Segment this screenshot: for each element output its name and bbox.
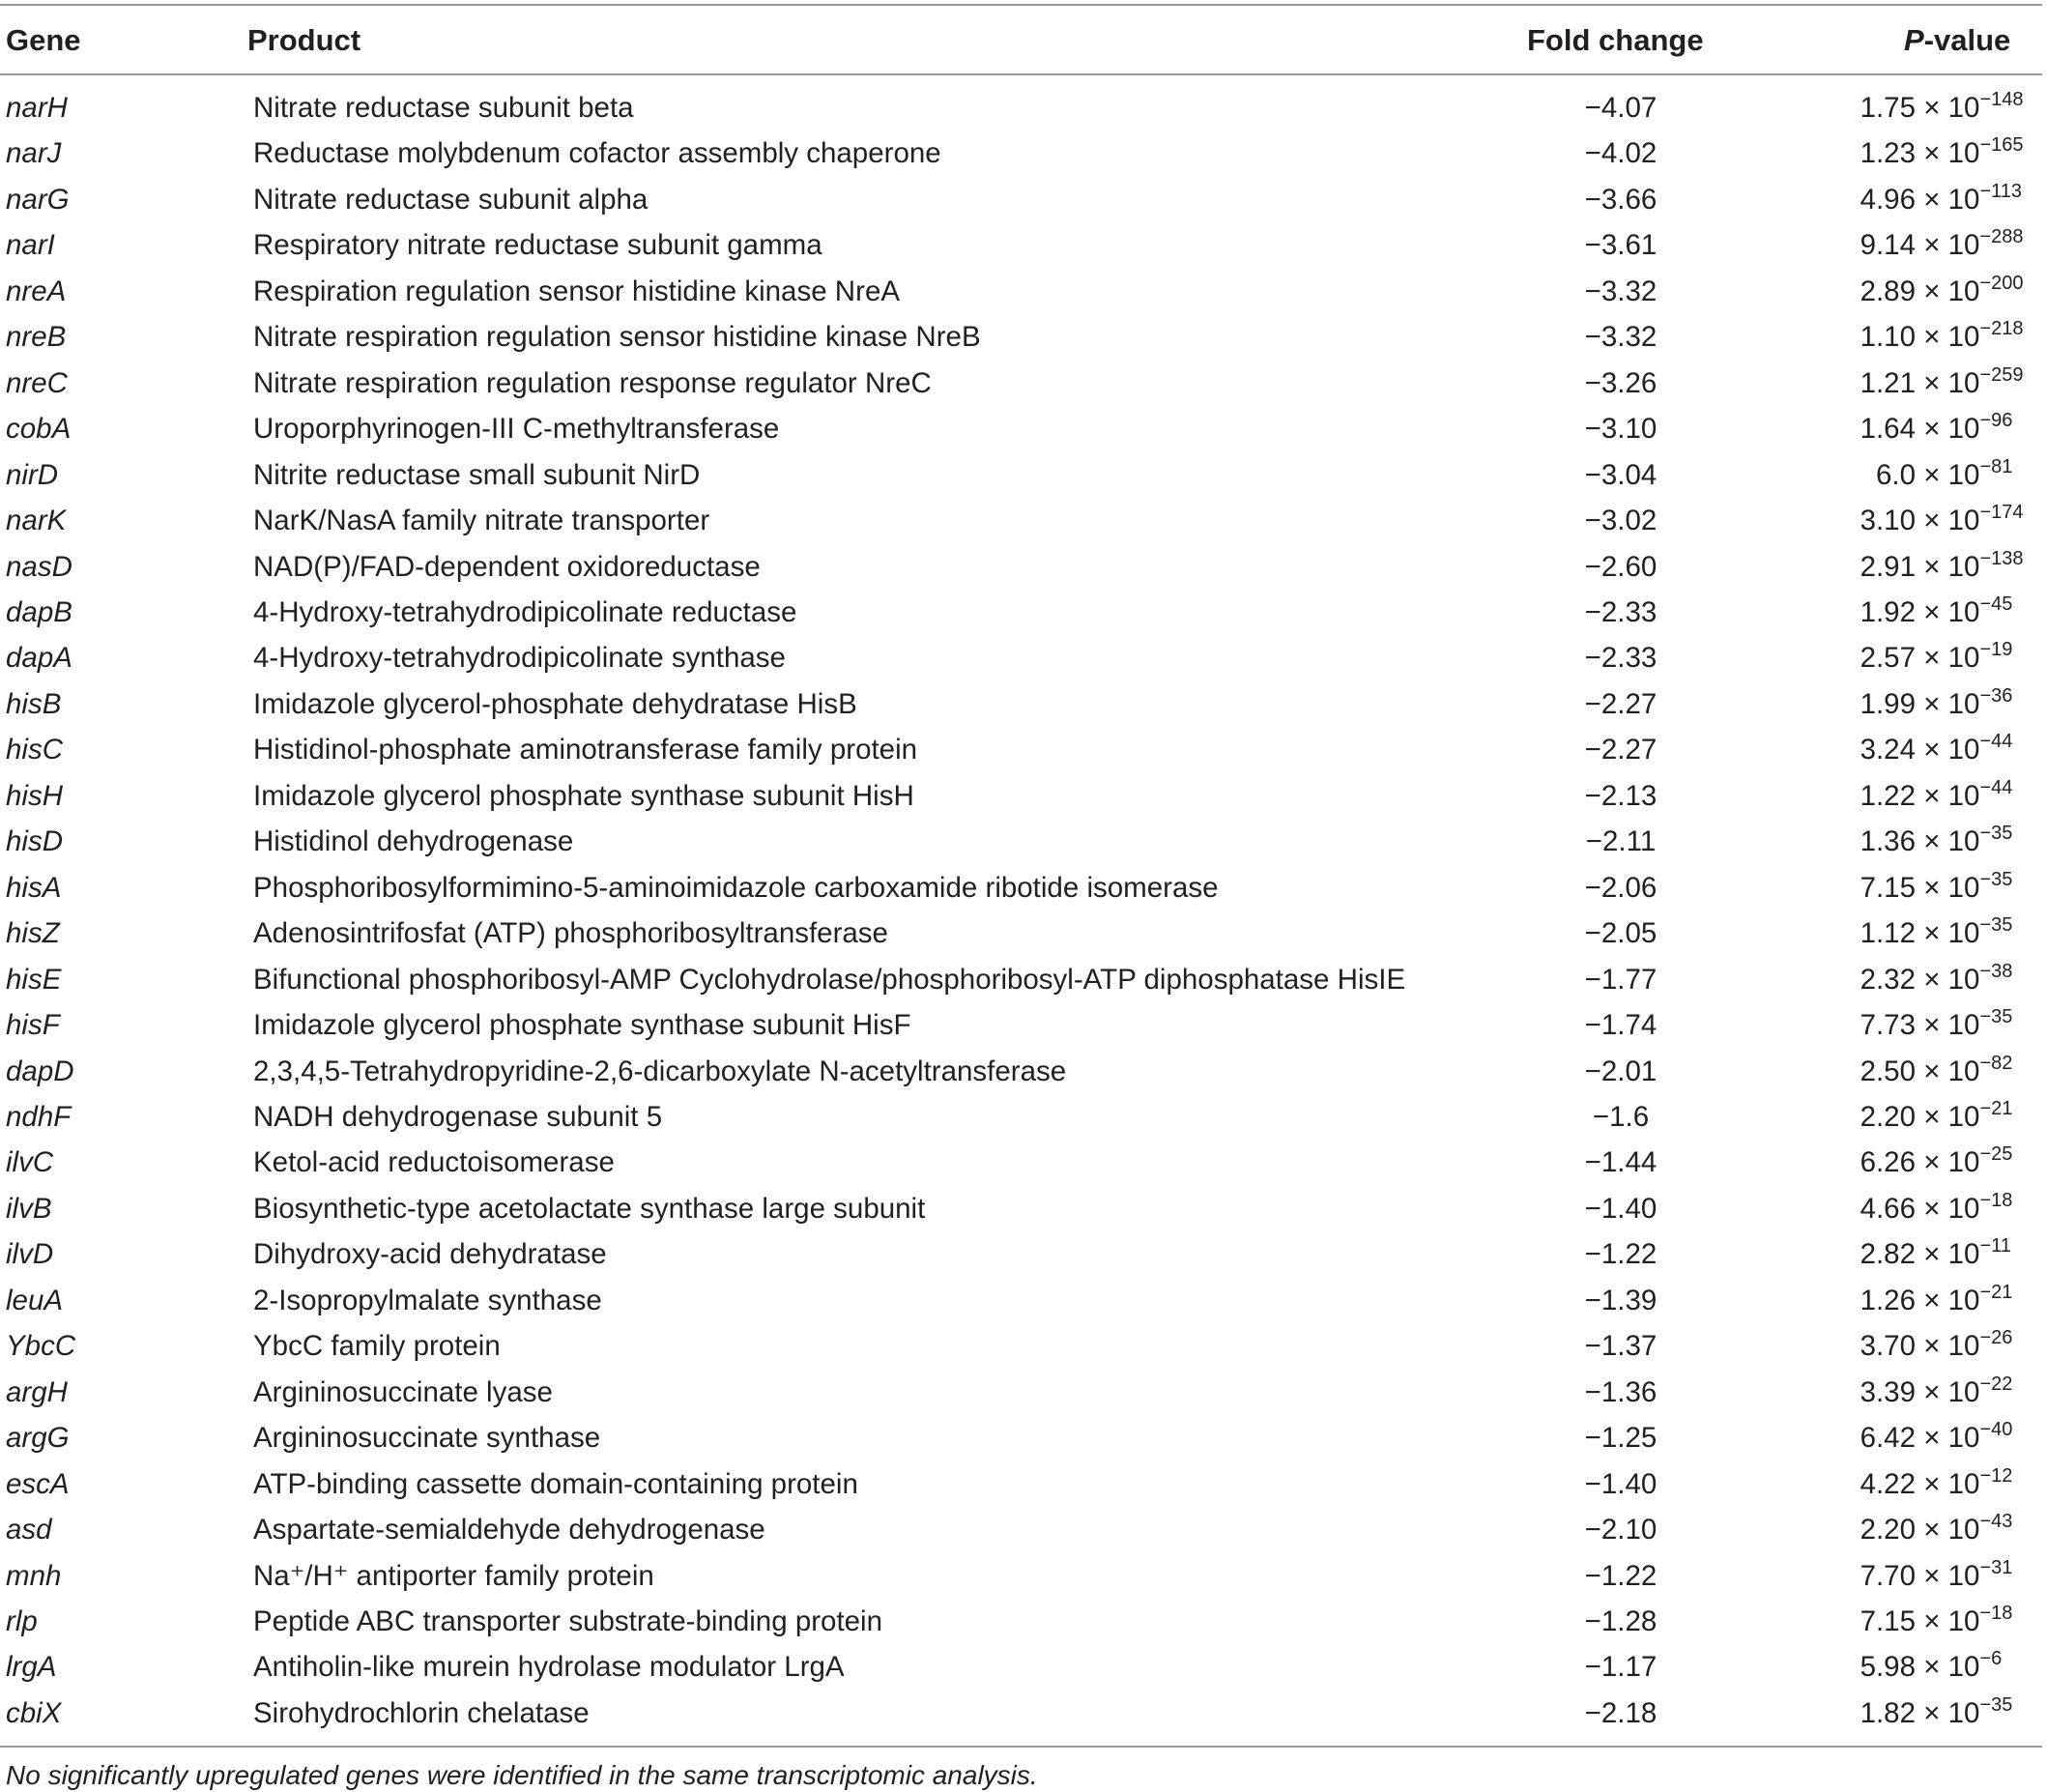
product-cell: Imidazole glycerol phosphate synthase subunit HisH (253, 779, 914, 812)
table-row (0, 957, 2047, 1002)
table-row (0, 910, 2047, 956)
fold-change-cell: −1.37 (1584, 1330, 1658, 1363)
p-value-times: × 10 (1923, 1330, 1980, 1363)
p-value-times: × 10 (1923, 1514, 1980, 1546)
gene-cell: nirD (6, 458, 59, 491)
fold-change-cell: −1.77 (1584, 963, 1658, 996)
fold-change-cell: −1.44 (1584, 1146, 1658, 1179)
p-value-cell (1742, 1691, 2047, 1736)
p-value-cell (1742, 635, 2047, 680)
fold-change-cell: −1.74 (1584, 1009, 1658, 1042)
product-cell: Respiratory nitrate reductase subunit gamma (253, 229, 822, 262)
fold-change-cell: −4.02 (1584, 137, 1658, 170)
table-row (0, 498, 2047, 543)
table-row (0, 1231, 2047, 1277)
p-value-mantissa: 7.70 (1860, 1559, 1916, 1592)
p-value-cell (1742, 361, 2047, 406)
header-rule (0, 73, 2042, 75)
fold-change-cell: −2.33 (1584, 595, 1658, 628)
p-value-times: × 10 (1923, 1422, 1980, 1455)
p-value-cell (1742, 177, 2047, 222)
p-value-exponent: −31 (1979, 1556, 2013, 1578)
p-value-cell (1742, 544, 2047, 590)
table-row (0, 177, 2047, 222)
fold-change-cell: −2.06 (1584, 871, 1658, 904)
p-value-exponent: −81 (1979, 455, 2013, 477)
p-value-mantissa: 6.0 (1875, 458, 1916, 491)
p-value-exponent: −6 (1979, 1648, 2003, 1670)
gene-cell: nreC (6, 366, 68, 399)
product-cell: Histidinol-phosphate aminotransferase family protein (253, 734, 918, 766)
p-value-exponent: −35 (1979, 1693, 2013, 1716)
p-value-exponent: −43 (1979, 1511, 2013, 1533)
p-value-times: × 10 (1923, 183, 1980, 216)
p-value-exponent: −21 (1979, 1097, 2013, 1119)
gene-cell: leuA (6, 1284, 64, 1316)
p-value-mantissa: 5.98 (1860, 1651, 1916, 1684)
p-value-cell (1742, 1461, 2047, 1507)
bottom-rule (0, 1746, 2042, 1748)
p-value-cell (1742, 406, 2047, 451)
p-value-mantissa: 6.26 (1860, 1146, 1916, 1179)
table-row (0, 544, 2047, 590)
fold-change-cell: −3.02 (1584, 505, 1658, 537)
product-cell: Bifunctional phosphoribosyl-AMP Cyclohydrolase/phosphoribosyl-ATP diphosphatase HisIE (253, 963, 1406, 996)
gene-cell: narK (6, 505, 67, 537)
table-row (0, 727, 2047, 772)
fold-change-cell: −2.11 (1585, 825, 1657, 858)
p-value-exponent: −22 (1979, 1373, 2013, 1395)
p-value-exponent: −18 (1979, 1602, 2013, 1624)
fold-change-cell: −3.04 (1584, 458, 1658, 491)
p-value-cell (1742, 269, 2047, 314)
p-value-exponent: −45 (1979, 593, 2013, 615)
p-value-times: × 10 (1923, 413, 1980, 446)
p-value-times: × 10 (1923, 137, 1980, 170)
p-value-cell (1742, 1415, 2047, 1460)
p-value-mantissa: 2.82 (1860, 1238, 1916, 1271)
fold-change-cell: −3.32 (1584, 321, 1658, 354)
p-value-mantissa: 2.20 (1860, 1100, 1916, 1133)
table-row (0, 773, 2047, 819)
p-value-mantissa: 4.22 (1860, 1467, 1916, 1500)
fold-change-cell: −2.13 (1584, 779, 1658, 812)
p-value-mantissa: 1.22 (1860, 779, 1916, 812)
gene-cell: lrgA (6, 1651, 57, 1684)
p-value-times: × 10 (1923, 229, 1980, 262)
p-value-times: × 10 (1923, 642, 1980, 675)
p-value-exponent: −113 (1979, 180, 2023, 202)
fold-change-cell: −4.07 (1584, 92, 1658, 124)
table-row (0, 1461, 2047, 1507)
p-value-exponent: −35 (1979, 914, 2013, 937)
header-gene: Gene (6, 23, 81, 57)
table-row (0, 1415, 2047, 1460)
gene-cell: narI (6, 229, 55, 262)
table-row (0, 222, 2047, 268)
gene-cell: narG (6, 183, 70, 216)
gene-cell: dapB (6, 595, 72, 628)
gene-cell: cobA (6, 413, 72, 446)
p-value-exponent: −44 (1979, 776, 2013, 798)
p-value-times: × 10 (1923, 1604, 1980, 1637)
p-value-exponent: −25 (1979, 1143, 2013, 1166)
table-row (0, 1644, 2047, 1690)
table-row (0, 1140, 2047, 1185)
p-value-times: × 10 (1923, 1146, 1980, 1179)
fold-change-cell: −2.33 (1584, 642, 1658, 675)
gene-cell: ilvC (6, 1146, 54, 1179)
table-row (0, 1049, 2047, 1094)
p-value-exponent: −288 (1979, 226, 2024, 248)
gene-cell: ilvB (6, 1192, 52, 1225)
footnote: No significantly upregulated genes were identified in the same transcriptomic analysis. (6, 1760, 1038, 1790)
gene-cell: nreA (6, 275, 67, 307)
fold-change-cell: −1.17 (1584, 1651, 1658, 1684)
gene-cell: ndhF (6, 1100, 72, 1133)
p-value-cell (1742, 1140, 2047, 1185)
p-value-times: × 10 (1923, 871, 1980, 904)
p-value-mantissa: 1.21 (1860, 366, 1916, 399)
table-row (0, 865, 2047, 910)
fold-change-cell: −2.05 (1584, 917, 1658, 950)
table-row (0, 1507, 2047, 1552)
table-row (0, 1691, 2047, 1736)
p-value-cell (1742, 1231, 2047, 1277)
product-cell: Dihydroxy-acid dehydratase (253, 1238, 607, 1271)
p-value-times: × 10 (1923, 825, 1980, 858)
p-value-times: × 10 (1923, 92, 1980, 124)
p-value-exponent: −40 (1979, 1419, 2013, 1441)
p-value-mantissa: 1.82 (1860, 1696, 1916, 1729)
p-value-times: × 10 (1923, 1696, 1980, 1729)
table-row (0, 406, 2047, 451)
fold-change-cell: −1.28 (1584, 1604, 1658, 1637)
fold-change-cell: −1.22 (1584, 1238, 1658, 1271)
table-row (0, 452, 2047, 498)
gene-cell: hisE (6, 963, 62, 996)
p-value-times: × 10 (1923, 779, 1980, 812)
p-value-times: × 10 (1923, 366, 1980, 399)
p-value-times: × 10 (1923, 275, 1980, 307)
product-cell: Respiration regulation sensor histidine kinase NreA (253, 275, 901, 307)
p-value-exponent: −35 (1979, 823, 2013, 845)
p-value-exponent: −18 (1979, 1189, 2013, 1211)
p-value-mantissa: 2.50 (1860, 1055, 1916, 1087)
p-value-mantissa: 7.73 (1860, 1009, 1916, 1042)
fold-change-cell: −1.40 (1584, 1467, 1658, 1500)
p-value-times: × 10 (1923, 1375, 1980, 1408)
product-cell: 4-Hydroxy-tetrahydrodipicolinate reductase (253, 595, 797, 628)
gene-cell: argG (6, 1422, 70, 1455)
p-value-cell (1742, 452, 2047, 498)
p-value-mantissa: 1.92 (1860, 595, 1916, 628)
p-value-mantissa: 9.14 (1860, 229, 1916, 262)
table-row (0, 85, 2047, 130)
p-value-times: × 10 (1923, 917, 1980, 950)
p-value-times: × 10 (1923, 505, 1980, 537)
p-value-times: × 10 (1923, 550, 1980, 583)
table-row (0, 1599, 2047, 1644)
p-value-exponent: −165 (1979, 134, 2024, 157)
p-value-times: × 10 (1923, 1559, 1980, 1592)
gene-cell: argH (6, 1375, 68, 1408)
product-cell: Antiholin-like murein hydrolase modulator LrgA (253, 1651, 845, 1684)
p-value-times: × 10 (1923, 1009, 1980, 1042)
p-value-cell (1742, 590, 2047, 635)
fold-change-cell: −1.6 (1592, 1100, 1650, 1133)
product-cell: Biosynthetic-type acetolactate synthase large subunit (253, 1192, 926, 1225)
fold-change-cell: −3.66 (1584, 183, 1658, 216)
p-value-exponent: −21 (1979, 1281, 2013, 1303)
p-value-cell (1742, 1094, 2047, 1140)
p-value-cell (1742, 498, 2047, 543)
p-value-mantissa: 6.42 (1860, 1422, 1916, 1455)
product-cell: Imidazole glycerol-phosphate dehydratase HisB (253, 687, 857, 720)
top-rule (0, 4, 2042, 6)
p-value-mantissa: 1.12 (1860, 917, 1916, 950)
p-value-times: × 10 (1923, 1284, 1980, 1316)
gene-cell: hisZ (6, 917, 60, 950)
table-row (0, 314, 2047, 360)
gene-cell: asd (6, 1514, 52, 1546)
product-cell: 4-Hydroxy-tetrahydrodipicolinate synthase (253, 642, 786, 675)
fold-change-cell: −2.27 (1584, 687, 1658, 720)
product-cell: Argininosuccinate lyase (253, 1375, 553, 1408)
product-cell: Nitrate reductase subunit beta (253, 92, 634, 124)
product-cell: Nitrate respiration regulation sensor histidine kinase NreB (253, 321, 981, 354)
p-value-cell (1742, 85, 2047, 130)
gene-cell: YbcC (6, 1330, 76, 1363)
p-value-cell (1742, 957, 2047, 1002)
gene-cell: hisF (6, 1009, 60, 1042)
p-value-cell (1742, 773, 2047, 819)
fold-change-cell: −1.25 (1584, 1422, 1658, 1455)
header-fold-change: Fold change (1527, 23, 1704, 57)
fold-change-cell: −3.61 (1584, 229, 1658, 262)
p-value-times: × 10 (1923, 963, 1980, 996)
p-value-mantissa: 3.70 (1860, 1330, 1916, 1363)
p-value-mantissa: 7.15 (1860, 1604, 1916, 1637)
fold-change-cell: −3.10 (1584, 413, 1658, 446)
p-value-mantissa: 2.91 (1860, 550, 1916, 583)
fold-change-cell: −3.26 (1584, 366, 1658, 399)
table-row (0, 269, 2047, 314)
p-value-times: × 10 (1923, 687, 1980, 720)
p-value-times: × 10 (1923, 595, 1980, 628)
p-value-cell (1742, 819, 2047, 864)
gene-cell: dapA (6, 642, 72, 675)
product-cell: Reductase molybdenum cofactor assembly chaperone (253, 137, 941, 170)
table-row (0, 1094, 2047, 1140)
p-value-times: × 10 (1923, 1651, 1980, 1684)
table-row (0, 1323, 2047, 1369)
product-cell: 2,3,4,5-Tetrahydropyridine-2,6-dicarboxylate N-acetyltransferase (253, 1055, 1067, 1087)
product-cell: NADH dehydrogenase subunit 5 (253, 1100, 663, 1133)
gene-cell: hisB (6, 687, 62, 720)
p-value-cell (1742, 1278, 2047, 1323)
p-value-exponent: −174 (1979, 502, 2024, 524)
p-value-exponent: −218 (1979, 318, 2024, 340)
header-p-rest: -value (1923, 23, 2011, 57)
table-row (0, 1278, 2047, 1323)
p-value-exponent: −12 (1979, 1464, 2013, 1487)
p-value-cell (1742, 1370, 2047, 1415)
gene-cell: hisD (6, 825, 64, 858)
p-value-mantissa: 7.15 (1860, 871, 1916, 904)
p-value-cell (1742, 1553, 2047, 1599)
gene-cell: hisC (6, 734, 64, 766)
p-value-times: × 10 (1923, 1467, 1980, 1500)
p-value-exponent: −19 (1979, 639, 2013, 661)
p-value-mantissa: 3.24 (1860, 734, 1916, 766)
p-value-times: × 10 (1923, 1238, 1980, 1271)
table-row (0, 819, 2047, 864)
table-row (0, 130, 2047, 176)
gene-cell: nasD (6, 550, 72, 583)
p-value-times: × 10 (1923, 734, 1980, 766)
gene-cell: nreB (6, 321, 67, 354)
p-value-times: × 10 (1923, 1055, 1980, 1087)
product-cell: YbcC family protein (253, 1330, 501, 1363)
product-cell: NAD(P)/FAD-dependent oxidoreductase (253, 550, 761, 583)
p-value-mantissa: 1.99 (1860, 687, 1916, 720)
product-cell: Phosphoribosylformimino-5-aminoimidazole carboxamide ribotide isomerase (253, 871, 1219, 904)
p-value-times: × 10 (1923, 1100, 1980, 1133)
p-value-cell (1742, 865, 2047, 910)
product-cell: Adenosintrifosfat (ATP) phosphoribosyltransferase (253, 917, 888, 950)
p-value-mantissa: 2.57 (1860, 642, 1916, 675)
product-cell: Aspartate-semialdehyde dehydrogenase (253, 1514, 765, 1546)
p-value-exponent: −82 (1979, 1052, 2013, 1074)
header-p-italic: P (1904, 23, 1924, 57)
p-value-cell (1742, 1507, 2047, 1552)
p-value-cell (1742, 130, 2047, 176)
p-value-exponent: −259 (1979, 363, 2024, 386)
fold-change-cell: −1.40 (1584, 1192, 1658, 1225)
product-cell: Peptide ABC transporter substrate-binding protein (253, 1604, 883, 1637)
p-value-mantissa: 1.64 (1860, 413, 1916, 446)
p-value-mantissa: 3.39 (1860, 1375, 1916, 1408)
p-value-cell (1742, 1186, 2047, 1231)
p-value-exponent: −35 (1979, 1006, 2013, 1028)
product-cell: Na⁺/H⁺ antiporter family protein (253, 1559, 654, 1592)
table-row (0, 635, 2047, 680)
gene-cell: hisH (6, 779, 64, 812)
gene-table (0, 85, 2047, 1736)
gene-cell: ilvD (6, 1238, 54, 1271)
product-cell: Ketol-acid reductoisomerase (253, 1146, 615, 1179)
gene-cell: escA (6, 1467, 70, 1500)
p-value-mantissa: 4.66 (1860, 1192, 1916, 1225)
p-value-exponent: −11 (1979, 1235, 2011, 1257)
fold-change-cell: −2.18 (1584, 1696, 1658, 1729)
p-value-times: × 10 (1923, 321, 1980, 354)
gene-cell: hisA (6, 871, 62, 904)
p-value-exponent: −44 (1979, 731, 2013, 753)
p-value-cell (1742, 910, 2047, 956)
product-cell: 2-Isopropylmalate synthase (253, 1284, 602, 1316)
p-value-exponent: −36 (1979, 684, 2013, 707)
gene-cell: dapD (6, 1055, 74, 1087)
table-row (0, 361, 2047, 406)
table-row (0, 1553, 2047, 1599)
p-value-exponent: −26 (1979, 1327, 2013, 1349)
p-value-mantissa: 4.96 (1860, 183, 1916, 216)
gene-cell: cbiX (6, 1696, 62, 1729)
p-value-mantissa: 1.26 (1860, 1284, 1916, 1316)
fold-change-cell: −2.27 (1584, 734, 1658, 766)
p-value-times: × 10 (1923, 1192, 1980, 1225)
product-cell: Argininosuccinate synthase (253, 1422, 601, 1455)
table-row (0, 590, 2047, 635)
p-value-mantissa: 3.10 (1860, 505, 1916, 537)
p-value-cell (1742, 1599, 2047, 1644)
table-row (0, 1002, 2047, 1048)
product-cell: Nitrate reductase subunit alpha (253, 183, 649, 216)
p-value-exponent: −138 (1979, 547, 2024, 569)
p-value-mantissa: 1.10 (1860, 321, 1916, 354)
table-row (0, 1186, 2047, 1231)
product-cell: Histidinol dehydrogenase (253, 825, 574, 858)
product-cell: Imidazole glycerol phosphate synthase subunit HisF (253, 1009, 911, 1042)
p-value-exponent: −38 (1979, 960, 2013, 982)
p-value-exponent: −200 (1979, 272, 2024, 294)
fold-change-cell: −2.60 (1584, 550, 1658, 583)
p-value-times: × 10 (1923, 458, 1980, 491)
gene-cell: narJ (6, 137, 62, 170)
table-row (0, 1370, 2047, 1415)
p-value-mantissa: 1.75 (1860, 92, 1916, 124)
p-value-cell (1742, 1002, 2047, 1048)
header-product: Product (247, 23, 361, 57)
product-cell: Nitrite reductase small subunit NirD (253, 458, 701, 491)
p-value-cell (1742, 1323, 2047, 1369)
p-value-cell (1742, 314, 2047, 360)
gene-cell: mnh (6, 1559, 62, 1592)
product-cell: ATP-binding cassette domain-containing protein (253, 1467, 858, 1500)
product-cell: Nitrate respiration regulation response regulator NreC (253, 366, 932, 399)
fold-change-cell: −1.39 (1584, 1284, 1658, 1316)
product-cell: Uroporphyrinogen-III C-methyltransferase (253, 413, 780, 446)
header-p-value (1904, 21, 2010, 60)
fold-change-cell: −2.10 (1584, 1514, 1658, 1546)
table-row (0, 681, 2047, 727)
fold-change-cell: −3.32 (1584, 275, 1658, 307)
product-cell: Sirohydrochlorin chelatase (253, 1696, 590, 1729)
p-value-cell (1742, 727, 2047, 772)
p-value-exponent: −96 (1979, 410, 2013, 432)
product-cell: NarK/NasA family nitrate transporter (253, 505, 710, 537)
p-value-mantissa: 2.20 (1860, 1514, 1916, 1546)
fold-change-cell: −1.22 (1584, 1559, 1658, 1592)
p-value-cell (1742, 1049, 2047, 1094)
p-value-cell (1742, 681, 2047, 727)
fold-change-cell: −2.01 (1584, 1055, 1658, 1087)
p-value-cell (1742, 222, 2047, 268)
p-value-mantissa: 2.32 (1860, 963, 1916, 996)
p-value-exponent: −148 (1979, 89, 2024, 110)
p-value-mantissa: 2.89 (1860, 275, 1916, 307)
p-value-cell (1742, 1644, 2047, 1690)
gene-cell: rlp (6, 1604, 38, 1637)
p-value-mantissa: 1.23 (1860, 137, 1916, 170)
p-value-mantissa: 1.36 (1860, 825, 1916, 858)
fold-change-cell: −1.36 (1584, 1375, 1658, 1408)
p-value-exponent: −35 (1979, 868, 2013, 890)
gene-cell: narH (6, 92, 68, 124)
